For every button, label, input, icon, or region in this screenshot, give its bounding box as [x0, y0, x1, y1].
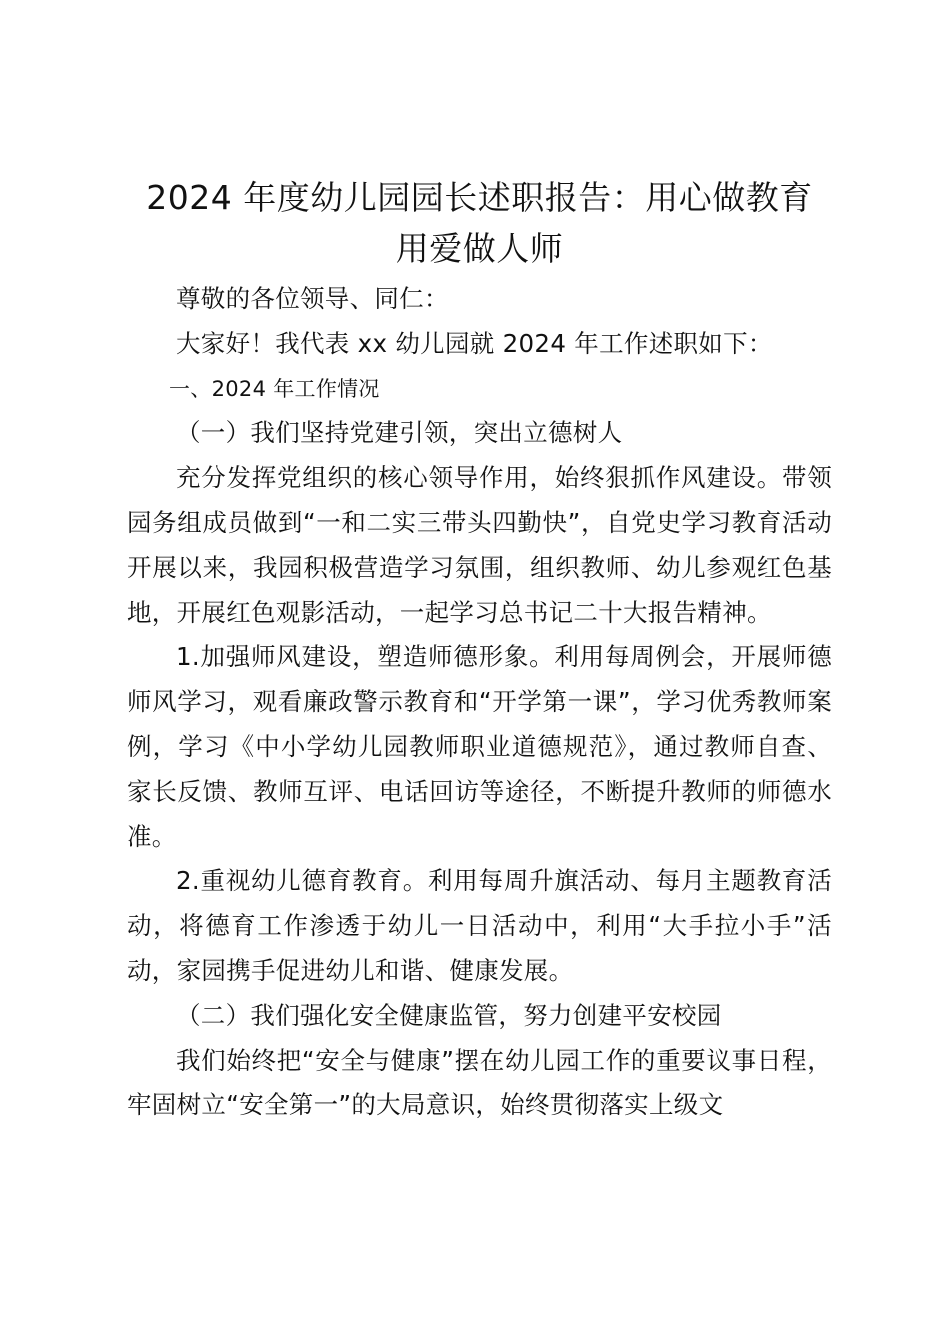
title-line-2: 用爱做人师 — [395, 229, 564, 268]
body-paragraph: 2.重视幼儿德育教育。利用每周升旗活动、每月主题教育活动，将德育工作渗透于幼儿一日活动中，利用“大手拉小手”活动，家园携手促进幼儿和谐、健康发展。 — [127, 866, 832, 985]
greeting-paragraph: 大家好！我代表 xx 幼儿园就 2024 年工作述职如下： — [176, 328, 773, 358]
subsection-heading-2: （二）我们强化安全健康监管，努力创建平安校园 — [176, 1000, 722, 1030]
salutation: 尊敬的各位领导、同仁： — [176, 284, 449, 313]
title-line-1: 2024 年度幼儿园园长述职报告：用心做教育 — [146, 178, 813, 217]
document-title — [119, 172, 840, 274]
section-heading-1: 一、2024 年工作情况 — [169, 376, 380, 401]
body-paragraph: 充分发挥党组织的核心领导作用，始终狠抓作风建设。带领园务组成员做到“一和二实三带头四勤快”，自党史学习教育活动开展以来，我园积极营造学习氛围，组织教师、幼儿参观红色基地，开展红色观影活动，一起学习总书记二十大报告精神。 — [127, 463, 832, 627]
subsection-heading-1: （一）我们坚持党建引领，突出立德树人 — [176, 418, 623, 448]
body-paragraph: 1.加强师风建设，塑造师德形象。利用每周例会，开展师德师风学习，观看廉政警示教育和“开学第一课”，学习优秀教师案例，学习《中小学幼儿园教师职业道德规范》，通过教师自查、家长反馈、教师互评、电话回访等途径，不断提升教师的师德水准。 — [127, 642, 832, 851]
body-paragraph: 我们始终把“安全与健康”摆在幼儿园工作的重要议事日程，牢固树立“安全第一”的大局意识，始终贯彻落实上级文 — [127, 1045, 832, 1120]
document-body — [127, 172, 832, 1128]
